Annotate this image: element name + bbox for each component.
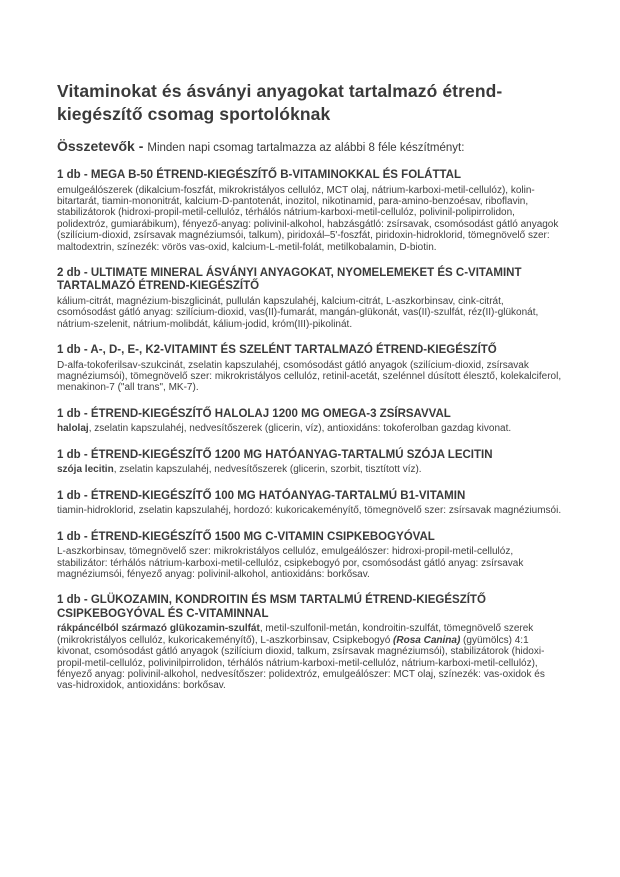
section-heading: 1 db - ÉTREND-KIEGÉSZÍTŐ 100 MG HATÓANYAG-TARTALMÚ B1-VITAMIN [57, 489, 466, 502]
section-ingredients: L-aszkorbinsav, tömegnövelő szer: mikrokristályos cellulóz, emulgeálószer: hidroxi-propil-metil-cellulóz, stabilizátor: térhálós nátrium-karboxi-metil-cellulóz, csipkebogyó por, csomósodást gátló anyag: zsírsavak magnéziumsói, fényező anyag: polivinil-alkohol, antioxidáns: borkősav. [57, 546, 524, 580]
ingredient-rest: , zselatin kapszulahéj, nedvesítőszerek (glicerin, szorbit, tisztított víz). [113, 464, 422, 476]
ingredients-label: Összetevők - [57, 138, 144, 154]
product-section-c-vitamin [57, 531, 563, 581]
page-title: Vitaminokat és ásványi anyagokat tartalmazó étrend-kiegészítő csomag sportolóknak [57, 81, 503, 124]
section-heading: 1 db - MEGA B-50 ÉTREND-KIEGÉSZÍTŐ B-VITAMINOKKAL ÉS FOLÁTTAL [57, 169, 461, 181]
product-section-adek2-selenium [57, 344, 563, 394]
product-section-glucosamine [57, 594, 563, 691]
product-section-b1-vitamin [57, 490, 563, 517]
product-section-soy-lecithin [57, 449, 563, 476]
section-ingredients: kálium-citrát, magnézium-biszglicinát, pullulán kapszulahéj, kalcium-citrát, L-aszkorbinsav, cink-citrát, csomósodást gátló anyag: szilícium-dioxid, vas(II)-fumarát, mangán-glükonát, vas(II)-szulfát, réz(II)-glükonát, nátrium-szelenit, nátrium-molibdát, kálium-jodid, króm(III)-pikolinát. [57, 295, 539, 330]
section-ingredients [57, 464, 563, 475]
section-ingredients: D-alfa-tokoferilsav-szukcinát, zselatin kapszulahéj, csomósodást gátló anyagok (szilícium-dioxid, zsírsavak magnéziumsói), tömegnövelő szer: mikrokristályos cellulóz, retinil-acetát, szelénnel dúsított élesztő, kolekalciferol, menakinon-7 ("all trans", MK-7). [57, 359, 562, 394]
section-ingredients [57, 423, 563, 434]
ingredients-intro-text: Minden napi csomag tartalmazza az alábbi 8 féle készítményt: [147, 142, 465, 154]
ingredients-intro [57, 139, 563, 155]
product-section-ultimate-mineral [57, 267, 563, 330]
section-heading: 1 db - A-, D-, E-, K2-VITAMINT ÉS SZELÉNT TARTALMAZÓ ÉTREND-KIEGÉSZÍTŐ [57, 344, 497, 357]
section-heading: 1 db - ÉTREND-KIEGÉSZÍTŐ HALOLAJ 1200 MG OMEGA-3 ZSÍRSAVVAL [57, 407, 451, 420]
ingredient-rest: , zselatin kapszulahéj, nedvesítőszerek (glicerin, víz), antioxidáns: tokoferolban gazdag kivonat. [88, 423, 512, 435]
product-section-fish-oil [57, 408, 563, 435]
section-heading: 1 db - GLÜKOZAMIN, KONDROITIN ÉS MSM TARTALMÚ ÉTREND-KIEGÉSZÍTŐ CSIPKEBOGYÓVAL ÉS C-VITAMINNAL [57, 594, 486, 620]
ingredient-lead: szója lecitin [57, 464, 114, 476]
ingredient-lead: halolaj [57, 423, 89, 435]
section-heading: 2 db - ULTIMATE MINERAL ÁSVÁNYI ANYAGOKAT, NYOMELEMEKET ÉS C-VITAMINT TARTALMAZÓ ÉTREND-KIEGÉSZÍTŐ [57, 266, 522, 293]
section-heading: 1 db - ÉTREND-KIEGÉSZÍTŐ 1200 MG HATÓANYAG-TARTALMÚ SZÓJA LECITIN [57, 448, 493, 461]
section-heading: 1 db - ÉTREND-KIEGÉSZÍTŐ 1500 MG C-VITAMIN CSIPKEBOGYÓVAL [57, 530, 435, 543]
section-ingredients [57, 623, 563, 691]
section-ingredients: tiamin-hidroklorid, zselatin kapszulahéj, hordozó: kukoricakeményítő, tömegnövelő szer: zsírsavak magnéziumsói. [57, 505, 562, 517]
product-section-mega-b50 [57, 169, 563, 253]
ingredient-lead: rákpáncélból származó glükozamin-szulfát [57, 623, 260, 635]
ingredient-rest-2: (gyümölcs) 4:1 kivonat, csomósodást gátló anyagok (szilícium dioxid, talkum, zsírsavak magnéziumsói), stabilizátorok (hidoxi-propil-metil-cellulóz, polivinilpirrolidon, térhálós nátrium-karboxi-metil-cellulóz, nátrium-karboxi-metil-cellulóz), fényező anyag: polivinil-alkohol, nedvesítőszer: polidextróz, emulgeálószer: MCT olaj, színezék: vas-oxidok és vas-hidroxidok, antioxidáns: borkősav. [57, 634, 545, 692]
section-ingredients: emulgeálószerek (dikalcium-foszfát, mikrokristályos cellulóz, MCT olaj, nátrium-karboxi-metil-cellulóz), kolin-bitartarát, tiamin-mononitrát, kalcium-D-pantotenát, inozitol, nikotinamid, para-amino-benzoésav, riboflavin, stabilizátorok (hidroxi-propil-metil-cellulóz, térhálós nátrium-karboxi-metil-cellulóz, polivinil-polipirrolidon, polidextróz, gumiarábikum), fényező-anyag: polivinil-alkohol, habzásgátló: zsírsavak, csomósodást gátló anyagok (szilícium-dioxid, zsírsavak magnéziumsói, talkum), piridoxál–5'-foszfát, piridoxin-hidroklorid, tömegnövelő szer: maltodextrin, színezék: vörös vas-oxid, kalcium-L-metil-folát, metilkobalamin, D-biotin. [57, 184, 559, 253]
ingredient-rest-1: , metil-szulfonil-metán, kondroitin-szulfát, tömegnövelő szerek (mikrokristályos cellulóz, kukoricakeményítő), L-aszkorbinsav, Csipkebogyó [57, 623, 534, 646]
species-name: (Rosa Canina) [393, 634, 461, 646]
